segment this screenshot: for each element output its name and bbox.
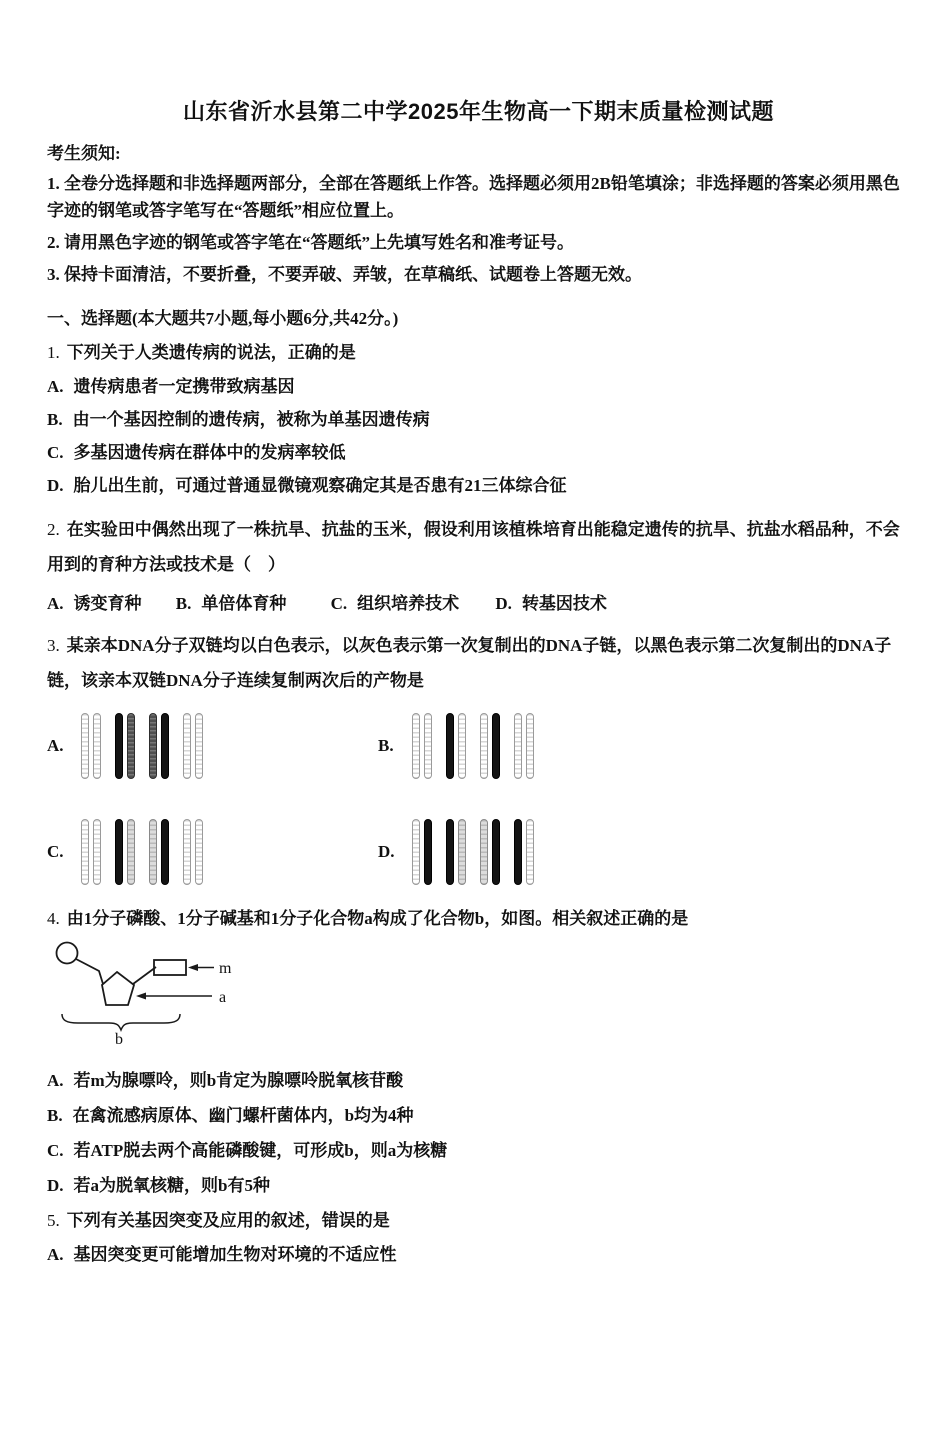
q4-option-a: A. 若m为腺嘌呤，则b肯定为腺嘌呤脱氧核苷酸 [47, 1071, 404, 1090]
dna-strand-white [93, 713, 101, 779]
dna-molecule [480, 819, 500, 885]
m-label: m [219, 960, 232, 977]
dna-strand-white [183, 819, 191, 885]
q4-option-d: D. 若a为脱氧核糖，则b有5种 [47, 1176, 270, 1195]
dna-strand-black [446, 819, 454, 885]
dna-strand-lightgray [149, 819, 157, 885]
question-5-number: 5. [47, 1211, 60, 1230]
q3-option-c: C. [47, 812, 378, 892]
question-4-text: 由1分子磷酸、1分子碱基和1分子化合物a构成了化合物b，如图。相关叙述正确的是 [66, 909, 689, 928]
dna-molecule [81, 819, 101, 885]
dna-strand-darkgray [127, 713, 135, 779]
a-label: a [219, 989, 227, 1006]
dna-strand-black [424, 819, 432, 885]
dna-molecule [183, 819, 203, 885]
question-1-number: 1. [47, 343, 60, 362]
dna-strand-white [195, 819, 203, 885]
dna-strand-black [514, 819, 522, 885]
b-label: b [115, 1031, 123, 1048]
q1-option-c: C. 多基因遗传病在群体中的发病率较低 [47, 443, 346, 462]
dna-strand-white [458, 713, 466, 779]
question-2-text: 在实验田中偶然出现了一株抗旱、抗盐的玉米，假设利用该植株培育出能稳定遗传的抗旱、抗盐水稻品种，不会用到的育种方法或技术是（ ） [47, 520, 900, 574]
question-1-stem [47, 342, 910, 364]
q3-option-a: A. [47, 706, 378, 786]
a-arrowhead-icon [136, 993, 146, 1000]
dna-strand-white [526, 819, 534, 885]
dna-molecule [480, 713, 500, 779]
dna-strand-lightgray [480, 819, 488, 885]
q1-option-a: A. 遗传病患者一定携带致病基因 [47, 377, 295, 396]
phosphate-sugar-bond [76, 959, 103, 984]
question-3-stem [47, 628, 910, 698]
exam-page [0, 96, 950, 1265]
q3-option-d: D. [378, 812, 910, 892]
section-header: 一、选择题(本大题共7小题,每小题6分,共42分。) [47, 309, 399, 328]
page-title: 山东省沂水县第二中学2025年生物高一下期末质量检测试题 [183, 99, 774, 124]
dna-strand-black [161, 713, 169, 779]
dna-strand-white [412, 819, 420, 885]
question-5-stem [47, 1210, 910, 1232]
sugar-base-bond [133, 967, 156, 984]
dna-molecule [514, 713, 534, 779]
dna-strand-white [195, 713, 203, 779]
dna-strand-white [81, 713, 89, 779]
dna-molecule [412, 713, 432, 779]
m-arrowhead-icon [188, 964, 198, 971]
q2-option-c: C. 组织培养技术 [330, 594, 460, 613]
question-4-stem [47, 908, 910, 930]
dna-strand-white [81, 819, 89, 885]
dna-molecules-c [81, 819, 203, 885]
question-3-number: 3. [47, 636, 60, 655]
dna-strand-black [115, 819, 123, 885]
dna-molecule [149, 819, 169, 885]
question-2-stem [47, 512, 910, 582]
dna-molecules-a [81, 713, 203, 779]
dna-molecule [81, 713, 101, 779]
dna-molecule [514, 819, 534, 885]
dna-molecules-b [412, 713, 534, 779]
dna-strand-white [480, 713, 488, 779]
notice-item-3: 3. 保持卡面清洁，不要折叠，不要弄破、弄皱，在草稿纸、试题卷上答题无效。 [47, 265, 642, 284]
q4-option-b: B. 在禽流感病原体、幽门螺杆菌体内，b均为4种 [47, 1106, 414, 1125]
dna-strand-darkgray [149, 713, 157, 779]
q1-option-d: D. 胎儿出生前，可通过普通显微镜观察确定其是否患有21三体综合征 [47, 476, 567, 495]
notice-item-1: 1. 全卷分选择题和非选择题两部分，全部在答题纸上作答。选择题必须用2B铅笔填涂；非选择题的答案必须用黑色字迹的钢笔或答字笔写在“答题纸”相应位置上。 [47, 174, 900, 220]
dna-strand-white [424, 713, 432, 779]
q3-option-b: B. [378, 706, 910, 786]
q4-option-c: C. 若ATP脱去两个高能磷酸键，可形成b，则a为核糖 [47, 1141, 448, 1160]
dna-strand-black [492, 713, 500, 779]
question-1-text: 下列关于人类遗传病的说法，正确的是 [66, 343, 356, 362]
brace-b [62, 1014, 180, 1030]
question-4-number: 4. [47, 909, 60, 928]
dna-molecule [183, 713, 203, 779]
nucleotide-diagram [47, 938, 307, 1050]
q2-option-a: A. 诱变育种 [47, 594, 142, 613]
q2-options-row [47, 593, 910, 614]
dna-strand-black [115, 713, 123, 779]
dna-strand-white [514, 713, 522, 779]
q1-option-b: B. 由一个基因控制的遗传病，被称为单基因遗传病 [47, 410, 430, 429]
q3-dna-figure [47, 706, 910, 892]
question-2-number: 2. [47, 520, 60, 539]
dna-strand-white [412, 713, 420, 779]
dna-molecule [412, 819, 432, 885]
dna-strand-white [183, 713, 191, 779]
sugar-pentagon [102, 972, 134, 1005]
q5-option-a: A. 基因突变更可能增加生物对环境的不适应性 [47, 1245, 397, 1264]
phosphate-circle [57, 943, 78, 964]
dna-strand-lightgray [458, 819, 466, 885]
notice-heading: 考生须知: [47, 144, 121, 163]
q2-option-d: D. 转基因技术 [495, 594, 607, 613]
dna-strand-black [492, 819, 500, 885]
dna-strand-black [446, 713, 454, 779]
dna-strand-white [526, 713, 534, 779]
dna-molecule [149, 713, 169, 779]
base-rect [154, 960, 186, 975]
dna-molecule [446, 713, 466, 779]
dna-molecule [115, 819, 135, 885]
q2-option-b: B. 单倍体育种 [175, 594, 287, 613]
dna-strand-lightgray [127, 819, 135, 885]
dna-strand-black [161, 819, 169, 885]
dna-molecule [115, 713, 135, 779]
notice-item-2: 2. 请用黑色字迹的钢笔或答字笔在“答题纸”上先填写姓名和准考证号。 [47, 233, 574, 252]
dna-molecule [446, 819, 466, 885]
question-5-text: 下列有关基因突变及应用的叙述，错误的是 [66, 1211, 390, 1230]
question-3-text: 某亲本DNA分子双链均以白色表示，以灰色表示第一次复制出的DNA子链，以黑色表示第二次复制出的DNA子链，该亲本双链DNA分子连续复制两次后的产物是 [47, 636, 892, 690]
dna-molecules-d [412, 819, 534, 885]
dna-strand-white [93, 819, 101, 885]
